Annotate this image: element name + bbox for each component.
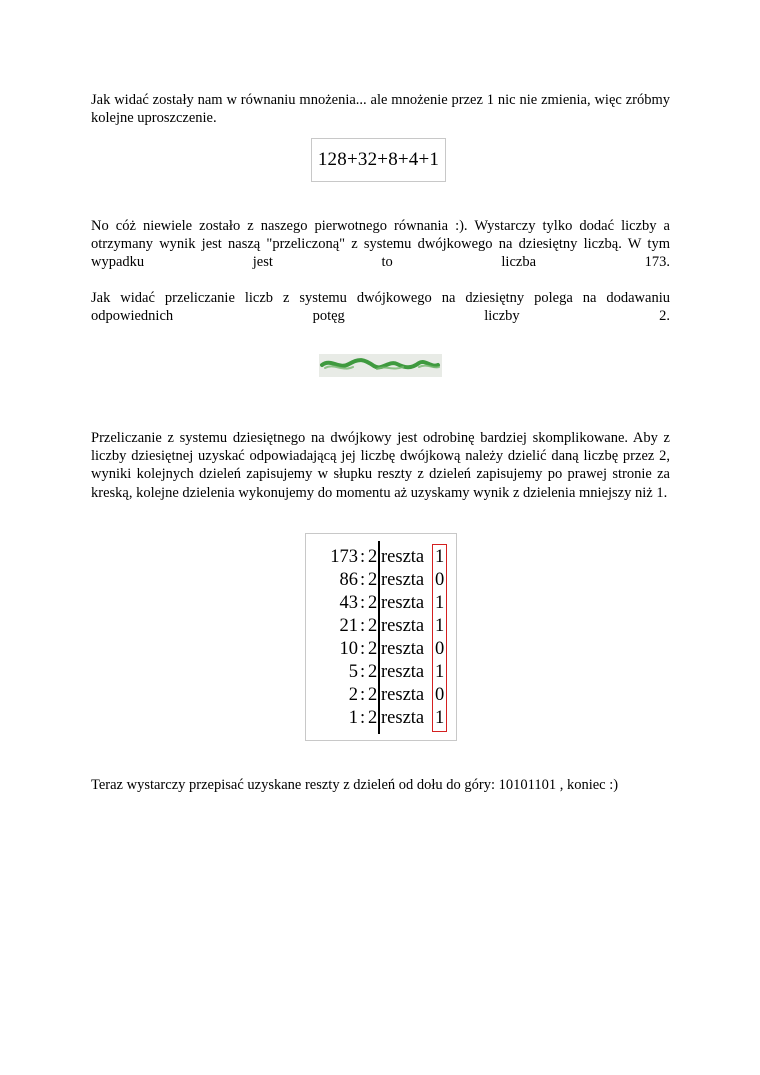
division-row: 10 : 2 reszta 0 [339,639,445,659]
division-row: 5 : 2 reszta 1 [348,662,445,682]
division-table [305,533,457,741]
paragraph-sum-result: No cóż niewiele zostało z naszego pierwotnego równania :). Wystarczy tylko dodać liczby a otrzymany wynik jest naszą "przeliczoną" z systemu dwójkowego na dziesiętny liczbą. W tym wypadku jest to liczba 173. [91,218,670,271]
division-row: 21 : 2 reszta 1 [339,616,445,636]
division-row: 43 : 2 reszta 1 [339,593,445,613]
division-row: 1 : 2 reszta 1 [348,708,445,728]
division-row: 2 : 2 reszta 0 [348,685,445,705]
formula-box [311,138,446,182]
division-row: 173 : 2 reszta 1 [330,547,445,567]
paragraph-decimal-to-binary: Przeliczanie z systemu dziesiętnego na dwójkowy jest odrobinę bardziej skomplikowane. Aby z liczby dziesiętnej uzyskać odpowiadającą jej liczbę dwójkową należy dzielić daną liczbę przez 2, wyniki kolejnych dzieleń zapisujemy w słupku reszty z dzieleń zapisujemy po prawej stronie za kreską, kolejne dzielenia wykonujemy do momentu aż uzyskamy wynik z dzielenia mniejszy niż 1. [91,430,670,501]
division-row: 86 : 2 reszta 0 [339,570,445,590]
decorative-divider-image [319,354,442,377]
paragraph-conclusion: Teraz wystarczy przepisać uzyskane reszty z dzieleń od dołu do góry: 10101101 , koniec :) [91,777,619,793]
paragraph-multiplication-note: Jak widać zostały nam w równaniu mnożenia... ale mnożenie przez 1 nic nie zmienia, więc zróbmy kolejne uproszczenie. [91,92,670,127]
formula-text: 128+32+8+4+1 [317,149,440,170]
paragraph-powers-of-two: Jak widać przeliczanie liczb z systemu dwójkowego na dziesiętny polega na dodawaniu odpowiednich potęg liczby 2. [91,290,670,325]
